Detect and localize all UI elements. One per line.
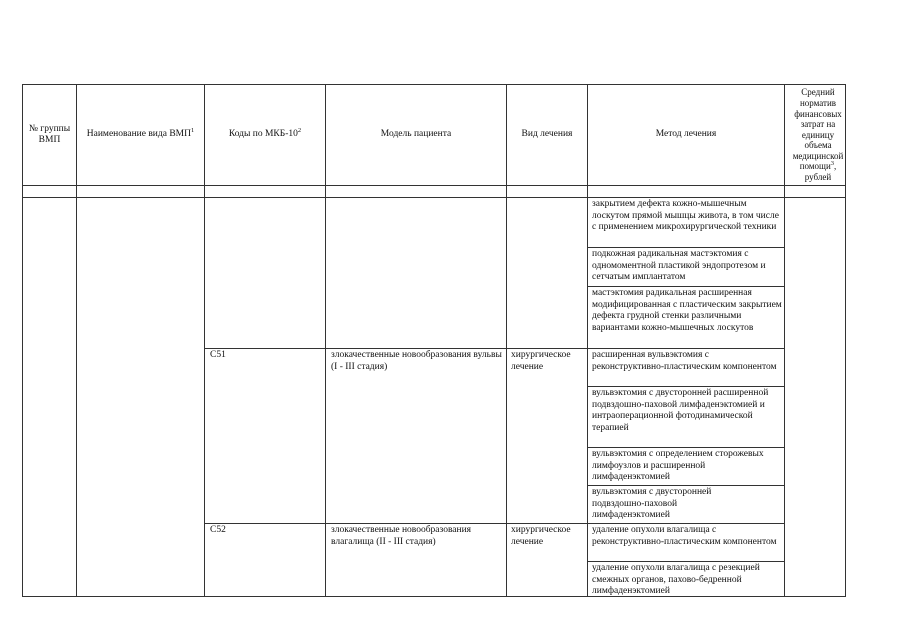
- patient-model-c52: [331, 525, 503, 548]
- method-text: подкожная радикальная мастэктомия с одномоментной пластикой эндопротезом и сетчатым имплантатом: [592, 249, 766, 282]
- method-divider: [588, 247, 784, 248]
- method-divider: [588, 286, 784, 287]
- icd-code-text: C52: [210, 525, 226, 535]
- method-item: [592, 288, 782, 334]
- method-text: расширенная вульвэктомия с реконструктивно-пластическим компонентом: [592, 350, 777, 372]
- header-treatment-type-text: Вид лечения: [521, 129, 573, 140]
- method-item: [592, 199, 782, 234]
- header-group-number-text: № группы ВМП: [28, 123, 71, 145]
- header-treatment-method-text: Метод лечения: [655, 129, 717, 140]
- numbering-row-divider: [23, 197, 845, 198]
- footnote-mark: 1: [190, 127, 195, 135]
- header-cost-norm-label: Средний норматив финансовых затрат на единицу объема медицинской помощи: [792, 87, 844, 172]
- table: [22, 84, 846, 597]
- method-item: [592, 449, 782, 484]
- method-text: удаление опухоли влагалища с резекцией смежных органов, пахово-бедренной лимфаденэктомией: [592, 563, 760, 596]
- method-item: [592, 487, 742, 522]
- header-cost-norm: [793, 85, 843, 185]
- header-vmp-name: [77, 85, 204, 185]
- header-icd-codes-text: [229, 129, 301, 141]
- row-divider-c51: [205, 348, 784, 349]
- method-text: удаление опухоли влагалища с реконструктивно-пластическим компонентом: [592, 525, 777, 547]
- header-vmp-name-text: [87, 129, 194, 141]
- method-text: вульвэктомия с двусторонней подвздошно-паховой лимфаденэктомией: [592, 487, 712, 520]
- method-divider: [588, 485, 784, 486]
- header-vmp-name-label: Наименование вида ВМП: [86, 129, 191, 140]
- method-divider: [588, 447, 784, 448]
- header-cost-norm-tail: , рублей: [804, 161, 837, 183]
- header-treatment-type: [507, 85, 587, 185]
- header-patient-model-text: Модель пациента: [380, 129, 452, 140]
- method-item: [592, 249, 782, 284]
- icd-code-text: C51: [210, 350, 226, 360]
- footnote-mark: 2: [297, 127, 302, 135]
- patient-model-text: злокачественные новообразования вульвы (I - III стадия): [331, 350, 502, 372]
- method-item: [592, 350, 782, 373]
- method-divider: [588, 386, 784, 387]
- patient-model-c51: [331, 350, 503, 373]
- method-divider: [588, 561, 784, 562]
- treatment-type-c51: [511, 350, 585, 373]
- treatment-type-c52: [511, 525, 585, 548]
- header-cost-norm-text: [793, 87, 844, 182]
- treatment-type-text: хирургическое лечение: [511, 350, 571, 372]
- method-item: [592, 525, 782, 548]
- patient-model-text: злокачественные новообразования влагалища (II - III стадия): [331, 525, 472, 547]
- header-treatment-method: [588, 85, 784, 185]
- header-divider: [23, 185, 845, 186]
- header-icd-codes-label: Коды по МКБ-10: [228, 129, 298, 140]
- method-item: [592, 388, 782, 434]
- icd-code-c51: [210, 350, 320, 362]
- treatment-type-text: хирургическое лечение: [511, 525, 571, 547]
- header-icd-codes: [205, 85, 325, 185]
- header-group-number: [23, 85, 76, 185]
- method-item: [592, 563, 782, 598]
- method-text: закрытием дефекта кожно-мышечным лоскутом прямой мышцы живота, в том числе с применением микрохирургической техники: [592, 199, 779, 232]
- method-text: мастэктомия радикальная расширенная модифицированная с пластическим закрытием дефекта грудной стенки различными вариантами кожно-мышечных лоскутов: [592, 288, 782, 333]
- col-divider: [784, 85, 785, 596]
- icd-code-c52: [210, 525, 320, 537]
- row-divider-c52: [205, 523, 784, 524]
- method-text: вульвэктомия с двусторонней расширенной подвздошно-паховой лимфаденэктомией и интраоперационной фотодинамической терапией: [592, 388, 769, 433]
- header-patient-model: [326, 85, 506, 185]
- footnote-mark: 3: [830, 160, 835, 168]
- method-text: вульвэктомия с определением сторожевых лимфоузлов и расширенной лимфаденэктомией: [592, 449, 764, 482]
